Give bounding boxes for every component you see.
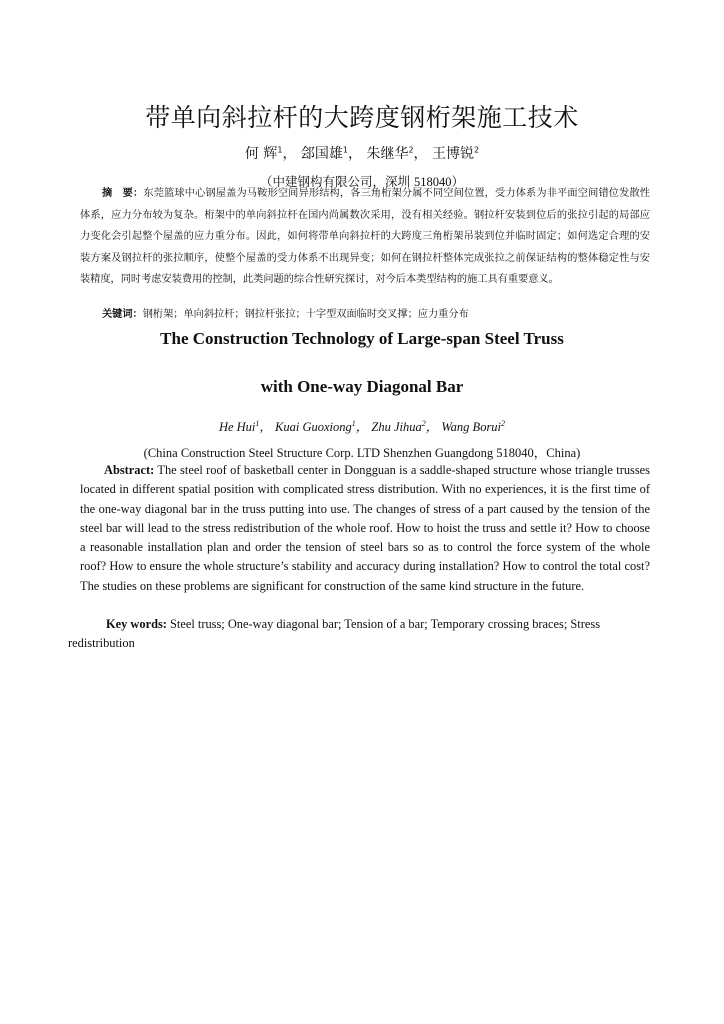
cn-abstract [80,183,650,291]
en-keywords-label: Key words: [106,617,167,631]
cn-affiliation: （中建钢构有限公司，深圳 518040） [260,174,464,189]
cn-keywords-text: 钢桁架；单向斜拉杆；钢拉杆张拉；十字型双面临时交叉撑；应力重分布 [142,309,469,320]
en-abstract-text: The steel roof of basketball center in Dongguan is a saddle-shaped structure whose triangle trusses located in different spatial position with complicated stress distribution. With no experiences, it is the first time of the one-way diagonal bar in the truss putting into use. The changes of stress of a part caused by the tension of the steel bar will lead to the stress redistribution of the whole roof. How to hoist the truss and settle it? How to choose a reasonable installation plan and order the tension of steel bars so as to control the force system of the whole roof? How to ensure the whole structure’s stability and accuracy during installation? How to control the total cost? The studies on these problems are significant for construction of the same kind structure in the future. [80,463,651,593]
cn-author-3: 朱继华$^2$， [366,145,428,162]
en-author-4: Wang Borui$^2$ [441,418,506,434]
en-author-3: Zhu Jihua$^2$， [371,418,439,434]
cn-keywords [102,305,662,325]
en-affiliation: (China Construction Steel Structure Corp. LTD Shenzhen Guangdong 518040，China) [143,446,581,460]
cn-abstract-text: 东莞篮球中心钢屋盖为马鞍形空间异形结构，各三角桁架分属不同空间位置，受力体系为非平面空间错位发散性体系，应力分布较为复杂。桁架中的单向斜拉杆在国内尚属数次采用，没有相关经验。钢拉杆安装到位后的张拉引起的局部应力变化会引起整个屋盖的应力重分布。因此，如何将带单向斜拉杆的大跨度三角桁架吊装到位并临时固定；如何选定合理的安装方案及钢拉杆的张拉顺序，使整个屋盖的受力体系不出现异变；如何在钢拉杆整体完成张拉之前保证结构的整体稳定性与安装精度，同时考虑安装费用的控制，此类问题的综合性研究探讨，对今后本类型结构的施工具有重要意义。 [80,188,650,285]
cn-keywords-label: 关键词： [102,309,143,320]
cn-author-4: 王博锐$^2$ [432,145,480,162]
en-author-1: He Hui$^1$， [218,418,272,434]
en-authors [0,417,724,435]
cn-authors [0,143,724,163]
en-title-line-2: with One-way Diagonal Bar [260,377,464,396]
en-abstract [80,461,650,596]
en-author-2: Kuai Guoxiong$^1$， [275,418,369,434]
cn-author-1: 何 辉$^1$， [244,145,297,162]
cn-abstract-label: 摘 要： [102,188,144,199]
en-title-line-1: The Construction Technology of Large-span Steel Truss [160,329,564,348]
cn-title: 带单向斜拉杆的大跨度钢桁架施工技术 [145,103,579,132]
en-keywords [68,615,628,653]
en-keywords-text: Steel truss; One-way diagonal bar; Tension of a bar; Temporary crossing braces; Stress redistribution [68,617,601,650]
cn-author-2: 郐国雄$^1$， [300,145,362,162]
en-abstract-label: Abstract: [104,463,155,477]
